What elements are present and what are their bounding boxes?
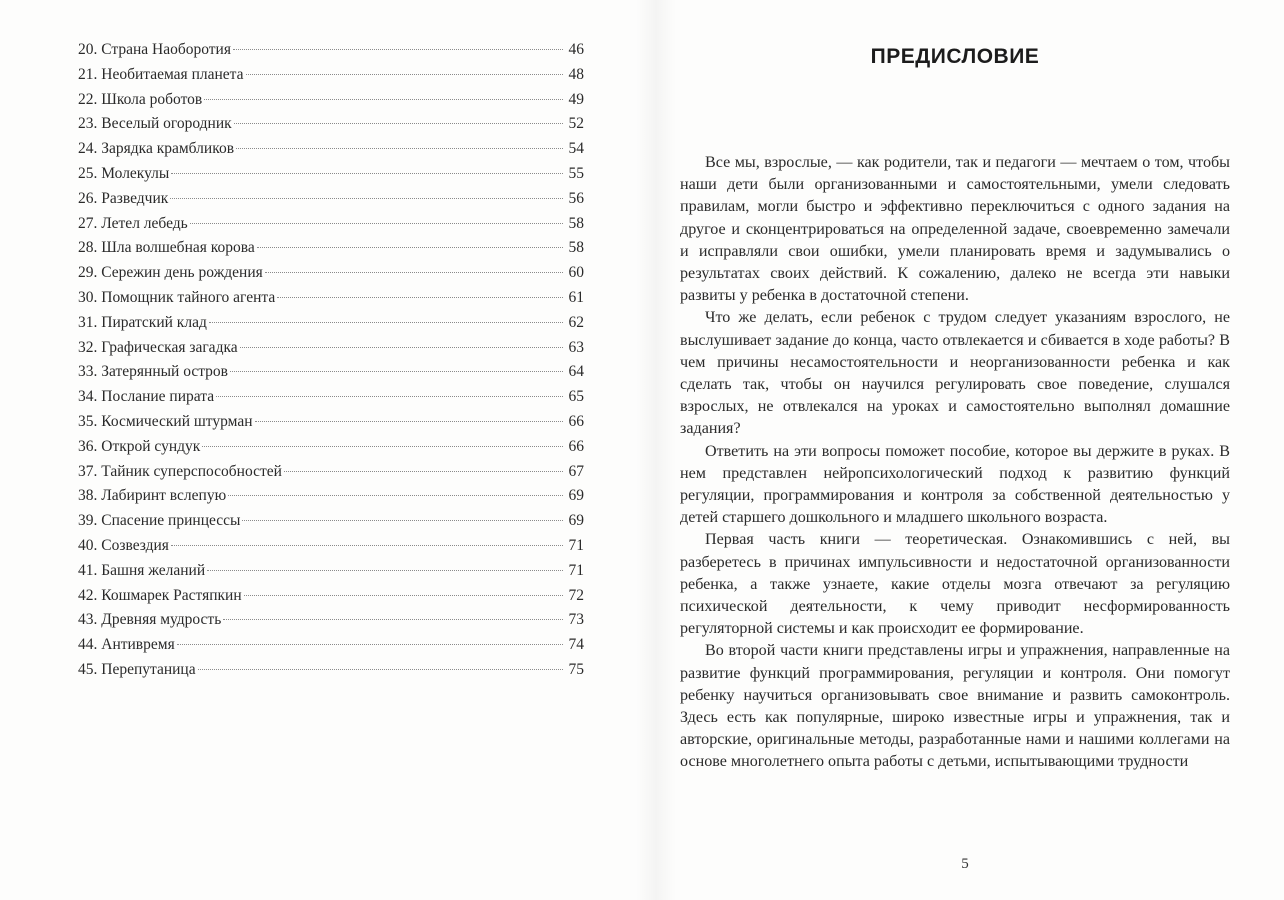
preface-body (680, 152, 1230, 774)
preface-paragraph: Что же делать, если ребенок с трудом следует указаниям взрослого, не выслушивает задание до конца, часто отвлекается и сбивается в ходе работы? В чем причины несамостоятельности и неорганизованности ребенка и как сделать так, чтобы он научился регулировать свое поведение, слушался взрослых, не отвлекался на уроках и самостоятельно выполнял домашние задания? (680, 309, 1230, 438)
toc-dot-leader (207, 570, 563, 571)
toc-dot-leader (284, 471, 563, 472)
toc-entry (78, 460, 584, 485)
toc-entry-page: 71 (568, 536, 584, 554)
toc-entry-page: 49 (568, 90, 584, 108)
toc-entry-title: 35. Космический штурман (78, 412, 253, 430)
toc-dot-leader (171, 545, 563, 546)
toc-entry (78, 162, 584, 187)
toc-entry (78, 484, 584, 509)
toc-entry-title: 43. Древняя мудрость (78, 611, 222, 629)
toc-entry-title: 34. Послание пирата (78, 388, 215, 406)
toc-entry (78, 63, 584, 88)
toc-entry-title: 32. Графическая загадка (78, 338, 238, 356)
toc-entry-title: 36. Открой сундук (78, 437, 201, 455)
toc-entry-page: 55 (568, 164, 584, 182)
toc-entry (78, 38, 584, 63)
toc-entry (78, 336, 584, 361)
toc-entry (78, 360, 584, 385)
preface-heading: ПРЕДИСЛОВИЕ (870, 45, 1040, 68)
toc-dot-leader (240, 347, 563, 348)
toc-entry (78, 261, 584, 286)
toc-entry (78, 534, 584, 559)
toc-dot-leader (177, 644, 563, 645)
preface-paragraph: Ответить на эти вопросы поможет пособие, которое вы держите в руках. В нем представлен нейропсихологический подход к развитию функций регуляции, программирования и контроля за собственной деятельностью у детей старшего дошкольного и младшего школьного возраста. (680, 442, 1230, 527)
toc-entry-title: 44. Антивремя (78, 636, 175, 654)
toc-entry-page: 73 (568, 611, 584, 629)
toc-entry-title: 21. Необитаемая планета (78, 65, 244, 83)
toc-entry-page: 64 (568, 363, 584, 381)
table-of-contents (78, 38, 584, 683)
toc-entry (78, 385, 584, 410)
toc-entry-title: 25. Молекулы (78, 164, 170, 182)
toc-entry-title: 24. Зарядка крамбликов (78, 140, 235, 158)
toc-dot-leader (255, 421, 563, 422)
toc-dot-leader (244, 595, 563, 596)
toc-entry-title: 33. Затерянный остров (78, 363, 228, 381)
toc-entry-title: 45. Перепутаница (78, 660, 196, 678)
toc-entry-page: 71 (568, 561, 584, 579)
toc-dot-leader (228, 495, 563, 496)
toc-dot-leader (204, 99, 563, 100)
preface-paragraph: Все мы, взрослые, — как родители, так и педагоги — мечтаем о том, чтобы наши дети были организованными и самостоятельными, умели следовать правилам, могли быстро и эффективно переключиться с одного задания на другое и сконцентрироваться на определенной задаче, своевременно замечали и исправляли свои ошибки, умели планировать время и задумывались о результатах своих действий. К сожалению, далеко не всегда эти навыки развиты у ребенка в достаточной степени. (680, 154, 1230, 305)
toc-entry-page: 58 (568, 239, 584, 257)
toc-entry (78, 286, 584, 311)
book-gutter (636, 0, 676, 900)
toc-entry-page: 65 (568, 388, 584, 406)
toc-dot-leader (246, 74, 564, 75)
toc-entry (78, 435, 584, 460)
toc-entry (78, 311, 584, 336)
toc-dot-leader (216, 396, 563, 397)
toc-entry (78, 584, 584, 609)
toc-entry-title: 42. Кошмарек Растяпкин (78, 586, 242, 604)
toc-entry-page: 62 (568, 313, 584, 331)
toc-entry (78, 212, 584, 237)
toc-entry-page: 75 (568, 660, 584, 678)
toc-entry (78, 509, 584, 534)
toc-entry-page: 66 (568, 412, 584, 430)
toc-entry-page: 72 (568, 586, 584, 604)
toc-entry-page: 46 (568, 41, 584, 58)
toc-entry-page: 74 (568, 636, 584, 654)
toc-entry (78, 112, 584, 137)
preface-paragraph: Во второй части книги представлены игры и упражнения, направленные на развитие функций программирования, регуляции и контроля. Они помогут ребенку научиться организовывать свое внимание и развить самоконтроль. Здесь есть как популярные, широко известные игры и упражнения, так и авторские, оригинальные методы, разработанные нами и нашими коллегами на основе многолетнего опыта работы с детьми, испытывающими трудности (680, 642, 1230, 771)
toc-entry (78, 608, 584, 633)
toc-dot-leader (190, 223, 563, 224)
toc-entry-page: 48 (568, 65, 584, 83)
toc-entry-page: 60 (568, 264, 584, 282)
toc-entry-page: 63 (568, 338, 584, 356)
toc-dot-leader (170, 198, 563, 199)
toc-entry-page: 61 (568, 288, 584, 306)
toc-entry-page: 67 (568, 462, 584, 480)
toc-dot-leader (236, 148, 563, 149)
toc-dot-leader (171, 173, 563, 174)
toc-dot-leader (198, 669, 563, 670)
toc-dot-leader (257, 247, 563, 248)
toc-entry (78, 187, 584, 212)
toc-dot-leader (277, 297, 563, 298)
toc-entry (78, 410, 584, 435)
toc-entry-title: 23. Веселый огородник (78, 115, 232, 133)
toc-entry-title: 22. Школа роботов (78, 90, 203, 108)
toc-entry-title: 41. Башня желаний (78, 561, 206, 579)
toc-entry-title: 31. Пиратский клад (78, 313, 207, 331)
toc-dot-leader (265, 272, 563, 273)
toc-dot-leader (223, 619, 563, 620)
toc-dot-leader (234, 123, 563, 124)
toc-entry (78, 633, 584, 658)
toc-entry-title: 40. Созвездия (78, 536, 169, 554)
toc-entry (78, 88, 584, 113)
toc-entry-title: 30. Помощник тайного агента (78, 288, 276, 306)
page-number: 5 (961, 856, 969, 872)
toc-entry-page: 54 (568, 140, 584, 158)
toc-entry-title: 20. Страна Наоборотия (78, 41, 231, 58)
preface-section (680, 30, 1230, 774)
toc-entry-page: 69 (568, 512, 584, 530)
toc-entry (78, 236, 584, 261)
toc-entry-title: 26. Разведчик (78, 189, 169, 207)
toc-dot-leader (209, 322, 563, 323)
toc-entry-page: 58 (568, 214, 584, 232)
toc-entry-title: 37. Тайник суперспособностей (78, 462, 282, 480)
toc-entry-page: 69 (568, 487, 584, 505)
toc-entry (78, 559, 584, 584)
toc-entry-title: 39. Спасение принцессы (78, 512, 241, 530)
toc-entry-title: 28. Шла волшебная корова (78, 239, 255, 257)
toc-entry-title: 27. Летел лебедь (78, 214, 188, 232)
toc-entry-page: 52 (568, 115, 584, 133)
toc-entry-page: 56 (568, 189, 584, 207)
toc-entry (78, 137, 584, 162)
toc-dot-leader (230, 371, 563, 372)
toc-dot-leader (202, 446, 563, 447)
toc-entry-page: 66 (568, 437, 584, 455)
toc-entry-title: 38. Лабиринт вслепую (78, 487, 227, 505)
toc-entry-title: 29. Сережин день рождения (78, 264, 263, 282)
toc-entry (78, 658, 584, 683)
toc-dot-leader (233, 49, 563, 50)
toc-dot-leader (242, 520, 563, 521)
preface-paragraph: Первая часть книги — теоретическая. Ознакомившись с ней, вы разберетесь в причинах импульсивности и недостаточной организованности ребенка, а также узнаете, какие отделы мозга отвечают за регуляцию психической деятельности, к чему приводит несформированность регуляторной системы и как происходит ее формирование. (680, 531, 1230, 638)
